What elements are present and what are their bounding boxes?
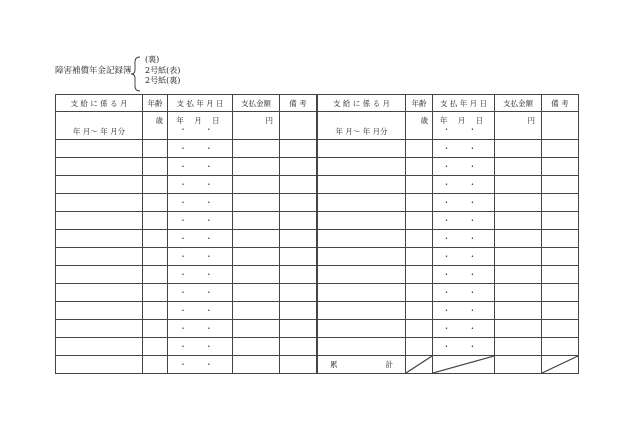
table-row (56, 302, 579, 320)
remarks-cell[interactable] (280, 230, 317, 248)
amount-cell-right[interactable] (495, 158, 542, 176)
amount-cell[interactable] (233, 248, 280, 266)
pay-date-cell[interactable]: ・ ・ (168, 302, 233, 320)
remarks-cell[interactable] (280, 248, 317, 266)
age-cell-right[interactable] (406, 338, 433, 356)
age-cell[interactable] (143, 302, 168, 320)
period-cell[interactable] (56, 248, 143, 266)
table-row (56, 266, 579, 284)
amount-cell-right[interactable] (495, 176, 542, 194)
period-cell-right[interactable] (318, 338, 406, 356)
table-row (56, 248, 579, 266)
amount-cell-right[interactable] (495, 212, 542, 230)
variant-back: (裏) (145, 55, 160, 64)
period-cell[interactable] (56, 212, 143, 230)
age-cell[interactable] (143, 356, 168, 374)
pay-date-cell-right[interactable]: ・ ・ (433, 338, 495, 356)
pay-date-cell[interactable]: ・ ・ (168, 338, 233, 356)
age-cell-right[interactable] (406, 158, 433, 176)
header-pay-date-right: 支 払 年 月 日 (433, 95, 495, 112)
header-amount: 支払金額 (233, 95, 280, 112)
remarks-cell[interactable] (280, 112, 317, 140)
period-cell-right[interactable] (318, 194, 406, 212)
pay-date-cell[interactable]: ・ ・ (168, 230, 233, 248)
age-cell-right[interactable]: 歳 (406, 112, 433, 140)
pay-date-total-crossed-cell (433, 356, 495, 374)
pay-date-cell-right[interactable]: ・ ・ (433, 140, 495, 158)
amount-cell[interactable] (233, 212, 280, 230)
pay-date-cell[interactable]: ・ ・ (168, 284, 233, 302)
header-amount-right: 支払金額 (495, 95, 542, 112)
age-cell-right[interactable] (406, 140, 433, 158)
amount-total-cell[interactable] (495, 356, 542, 374)
pay-date-cell[interactable]: ・ ・ (168, 266, 233, 284)
remarks-cell[interactable] (280, 176, 317, 194)
form-variant-list (145, 55, 180, 87)
pay-date-cell[interactable]: ・ ・ (168, 320, 233, 338)
remarks-cell-right[interactable] (542, 230, 579, 248)
remarks-cell[interactable] (280, 284, 317, 302)
age-cell[interactable] (143, 140, 168, 158)
remarks-cell[interactable] (280, 140, 317, 158)
header-row (56, 95, 579, 112)
period-cell[interactable] (56, 194, 143, 212)
age-cell-right[interactable] (406, 248, 433, 266)
age-cell[interactable] (143, 266, 168, 284)
age-cell-right[interactable] (406, 302, 433, 320)
remarks-cell-right[interactable] (542, 266, 579, 284)
amount-cell[interactable] (233, 158, 280, 176)
pay-date-cell[interactable]: ・ ・ (168, 194, 233, 212)
table-row (56, 284, 579, 302)
pay-date-cell[interactable]: ・ ・ (168, 248, 233, 266)
brace-bracket (130, 56, 142, 92)
pay-date-cell-right[interactable]: ・ ・ (433, 302, 495, 320)
remarks-cell[interactable] (280, 302, 317, 320)
header-remarks: 備 考 (280, 95, 317, 112)
period-cell-right[interactable] (318, 212, 406, 230)
remarks-cell-right[interactable] (542, 158, 579, 176)
period-cell[interactable] (56, 320, 143, 338)
age-cell-right[interactable] (406, 320, 433, 338)
age-cell[interactable] (143, 158, 168, 176)
period-cell[interactable] (56, 284, 143, 302)
remarks-cell[interactable] (280, 356, 317, 374)
period-cell-right[interactable] (318, 176, 406, 194)
amount-cell[interactable] (233, 230, 280, 248)
pay-date-cell-right[interactable]: ・ ・ (433, 230, 495, 248)
header-age: 年齢 (143, 95, 168, 112)
age-total-crossed-cell (406, 356, 433, 374)
remarks-cell-right[interactable] (542, 284, 579, 302)
remarks-cell-right[interactable] (542, 248, 579, 266)
variant-form2-back: 2号紙(裏) (145, 76, 181, 85)
period-cell-right[interactable] (318, 140, 406, 158)
period-cell[interactable] (56, 338, 143, 356)
pay-date-cell[interactable]: ・ ・ (168, 158, 233, 176)
amount-cell[interactable] (233, 266, 280, 284)
amount-cell-right[interactable]: 円 (495, 112, 542, 140)
pay-date-cell-right[interactable]: ・ ・ (433, 284, 495, 302)
pay-date-cell-right[interactable]: ・ ・ (433, 158, 495, 176)
age-cell[interactable]: 歳 (143, 112, 168, 140)
amount-cell-right[interactable] (495, 266, 542, 284)
period-cell-right[interactable] (318, 284, 406, 302)
age-cell-right[interactable] (406, 284, 433, 302)
age-cell[interactable] (143, 212, 168, 230)
table-row (56, 320, 579, 338)
age-cell[interactable] (143, 248, 168, 266)
amount-cell[interactable] (233, 356, 280, 374)
header-period-right: 支 給 に 係 る 月 (318, 95, 406, 112)
age-cell[interactable] (143, 284, 168, 302)
table-row (56, 194, 579, 212)
header-remarks-right: 備 考 (542, 95, 579, 112)
header-pay-date: 支 払 年 月 日 (168, 95, 233, 112)
pay-date-cell-right[interactable]: 年 月 日 ・ ・ (433, 112, 495, 140)
age-cell[interactable] (143, 338, 168, 356)
header-age-right: 年齢 (406, 95, 433, 112)
amount-cell-right[interactable] (495, 230, 542, 248)
pay-date-cell-right[interactable]: ・ ・ (433, 248, 495, 266)
period-cell[interactable] (56, 158, 143, 176)
age-cell[interactable] (143, 320, 168, 338)
remarks-cell-right[interactable] (542, 112, 579, 140)
table-row (56, 140, 579, 158)
remarks-cell[interactable] (280, 320, 317, 338)
period-cell-right[interactable] (318, 266, 406, 284)
amount-cell-right[interactable] (495, 302, 542, 320)
remarks-cell[interactable] (280, 158, 317, 176)
table-row (56, 176, 579, 194)
amount-cell-right[interactable] (495, 320, 542, 338)
header-period: 支 給 に 係 る 月 (56, 95, 143, 112)
remarks-cell[interactable] (280, 266, 317, 284)
period-cell[interactable] (56, 230, 143, 248)
age-cell[interactable] (143, 230, 168, 248)
age-cell-right[interactable] (406, 212, 433, 230)
pay-date-cell-right[interactable]: ・ ・ (433, 194, 495, 212)
table-row (56, 158, 579, 176)
diagonal-strike (542, 356, 578, 373)
age-cell-right[interactable] (406, 194, 433, 212)
age-cell-right[interactable] (406, 230, 433, 248)
period-cell-right[interactable] (318, 230, 406, 248)
pay-date-cell[interactable]: ・ ・ (168, 212, 233, 230)
cumulative-label-cell (318, 356, 406, 374)
amount-cell[interactable] (233, 320, 280, 338)
age-cell-right[interactable] (406, 176, 433, 194)
document-title: 障害補償年金記録簿 (55, 66, 132, 76)
table-row (56, 230, 579, 248)
diagonal-strike (433, 356, 494, 373)
pay-date-cell[interactable]: ・ ・ (168, 176, 233, 194)
remarks-cell-right[interactable] (542, 212, 579, 230)
pay-date-cell[interactable]: ・ ・ (168, 356, 233, 374)
table-row (56, 212, 579, 230)
cumulative-label-left: 累 (330, 360, 338, 369)
remarks-cell-right[interactable] (542, 176, 579, 194)
pay-date-cell[interactable]: 年 月 日 ・ ・ (168, 112, 233, 140)
period-cell-right[interactable] (318, 320, 406, 338)
amount-cell-right[interactable] (495, 284, 542, 302)
remarks-cell-right[interactable] (542, 338, 579, 356)
pension-ledger-table (55, 94, 579, 374)
variant-form2-front: 2号紙(表) (145, 65, 181, 75)
remarks-total-crossed-cell (542, 356, 579, 374)
period-cell[interactable] (56, 356, 143, 374)
amount-cell[interactable]: 円 (233, 112, 280, 140)
period-cell[interactable] (56, 176, 143, 194)
remarks-cell-right[interactable] (542, 140, 579, 158)
amount-cell[interactable] (233, 140, 280, 158)
amount-cell[interactable] (233, 194, 280, 212)
pay-date-cell-right[interactable]: ・ ・ (433, 176, 495, 194)
period-cell[interactable] (56, 140, 143, 158)
amount-cell[interactable] (233, 302, 280, 320)
diagonal-strike (406, 356, 432, 373)
pay-date-cell-right[interactable]: ・ ・ (433, 320, 495, 338)
amount-cell[interactable] (233, 284, 280, 302)
remarks-cell-right[interactable] (542, 302, 579, 320)
period-cell[interactable] (56, 266, 143, 284)
remarks-cell[interactable] (280, 194, 317, 212)
period-cell[interactable] (56, 302, 143, 320)
table-row (56, 338, 579, 356)
cumulative-row (56, 356, 579, 374)
amount-cell[interactable] (233, 176, 280, 194)
age-cell-right[interactable] (406, 266, 433, 284)
amount-cell-right[interactable] (495, 194, 542, 212)
amount-cell-right[interactable] (495, 338, 542, 356)
period-cell[interactable]: 年 月～ 年 月分 (56, 112, 143, 140)
remarks-cell-right[interactable] (542, 194, 579, 212)
pay-date-cell[interactable]: ・ ・ (168, 140, 233, 158)
pay-date-cell-right[interactable]: ・ ・ (433, 266, 495, 284)
amount-cell[interactable] (233, 338, 280, 356)
period-cell-right[interactable] (318, 302, 406, 320)
amount-cell-right[interactable] (495, 140, 542, 158)
period-cell-right[interactable] (318, 248, 406, 266)
amount-cell-right[interactable] (495, 248, 542, 266)
pay-date-cell-right[interactable]: ・ ・ (433, 212, 495, 230)
period-cell-right[interactable] (318, 158, 406, 176)
remarks-cell[interactable] (280, 338, 317, 356)
period-cell-right[interactable]: 年 月～ 年 月分 (318, 112, 406, 140)
age-cell[interactable] (143, 176, 168, 194)
remarks-cell[interactable] (280, 212, 317, 230)
first-data-row (56, 112, 579, 140)
remarks-cell-right[interactable] (542, 320, 579, 338)
cumulative-label-right: 計 (385, 360, 393, 369)
age-cell[interactable] (143, 194, 168, 212)
